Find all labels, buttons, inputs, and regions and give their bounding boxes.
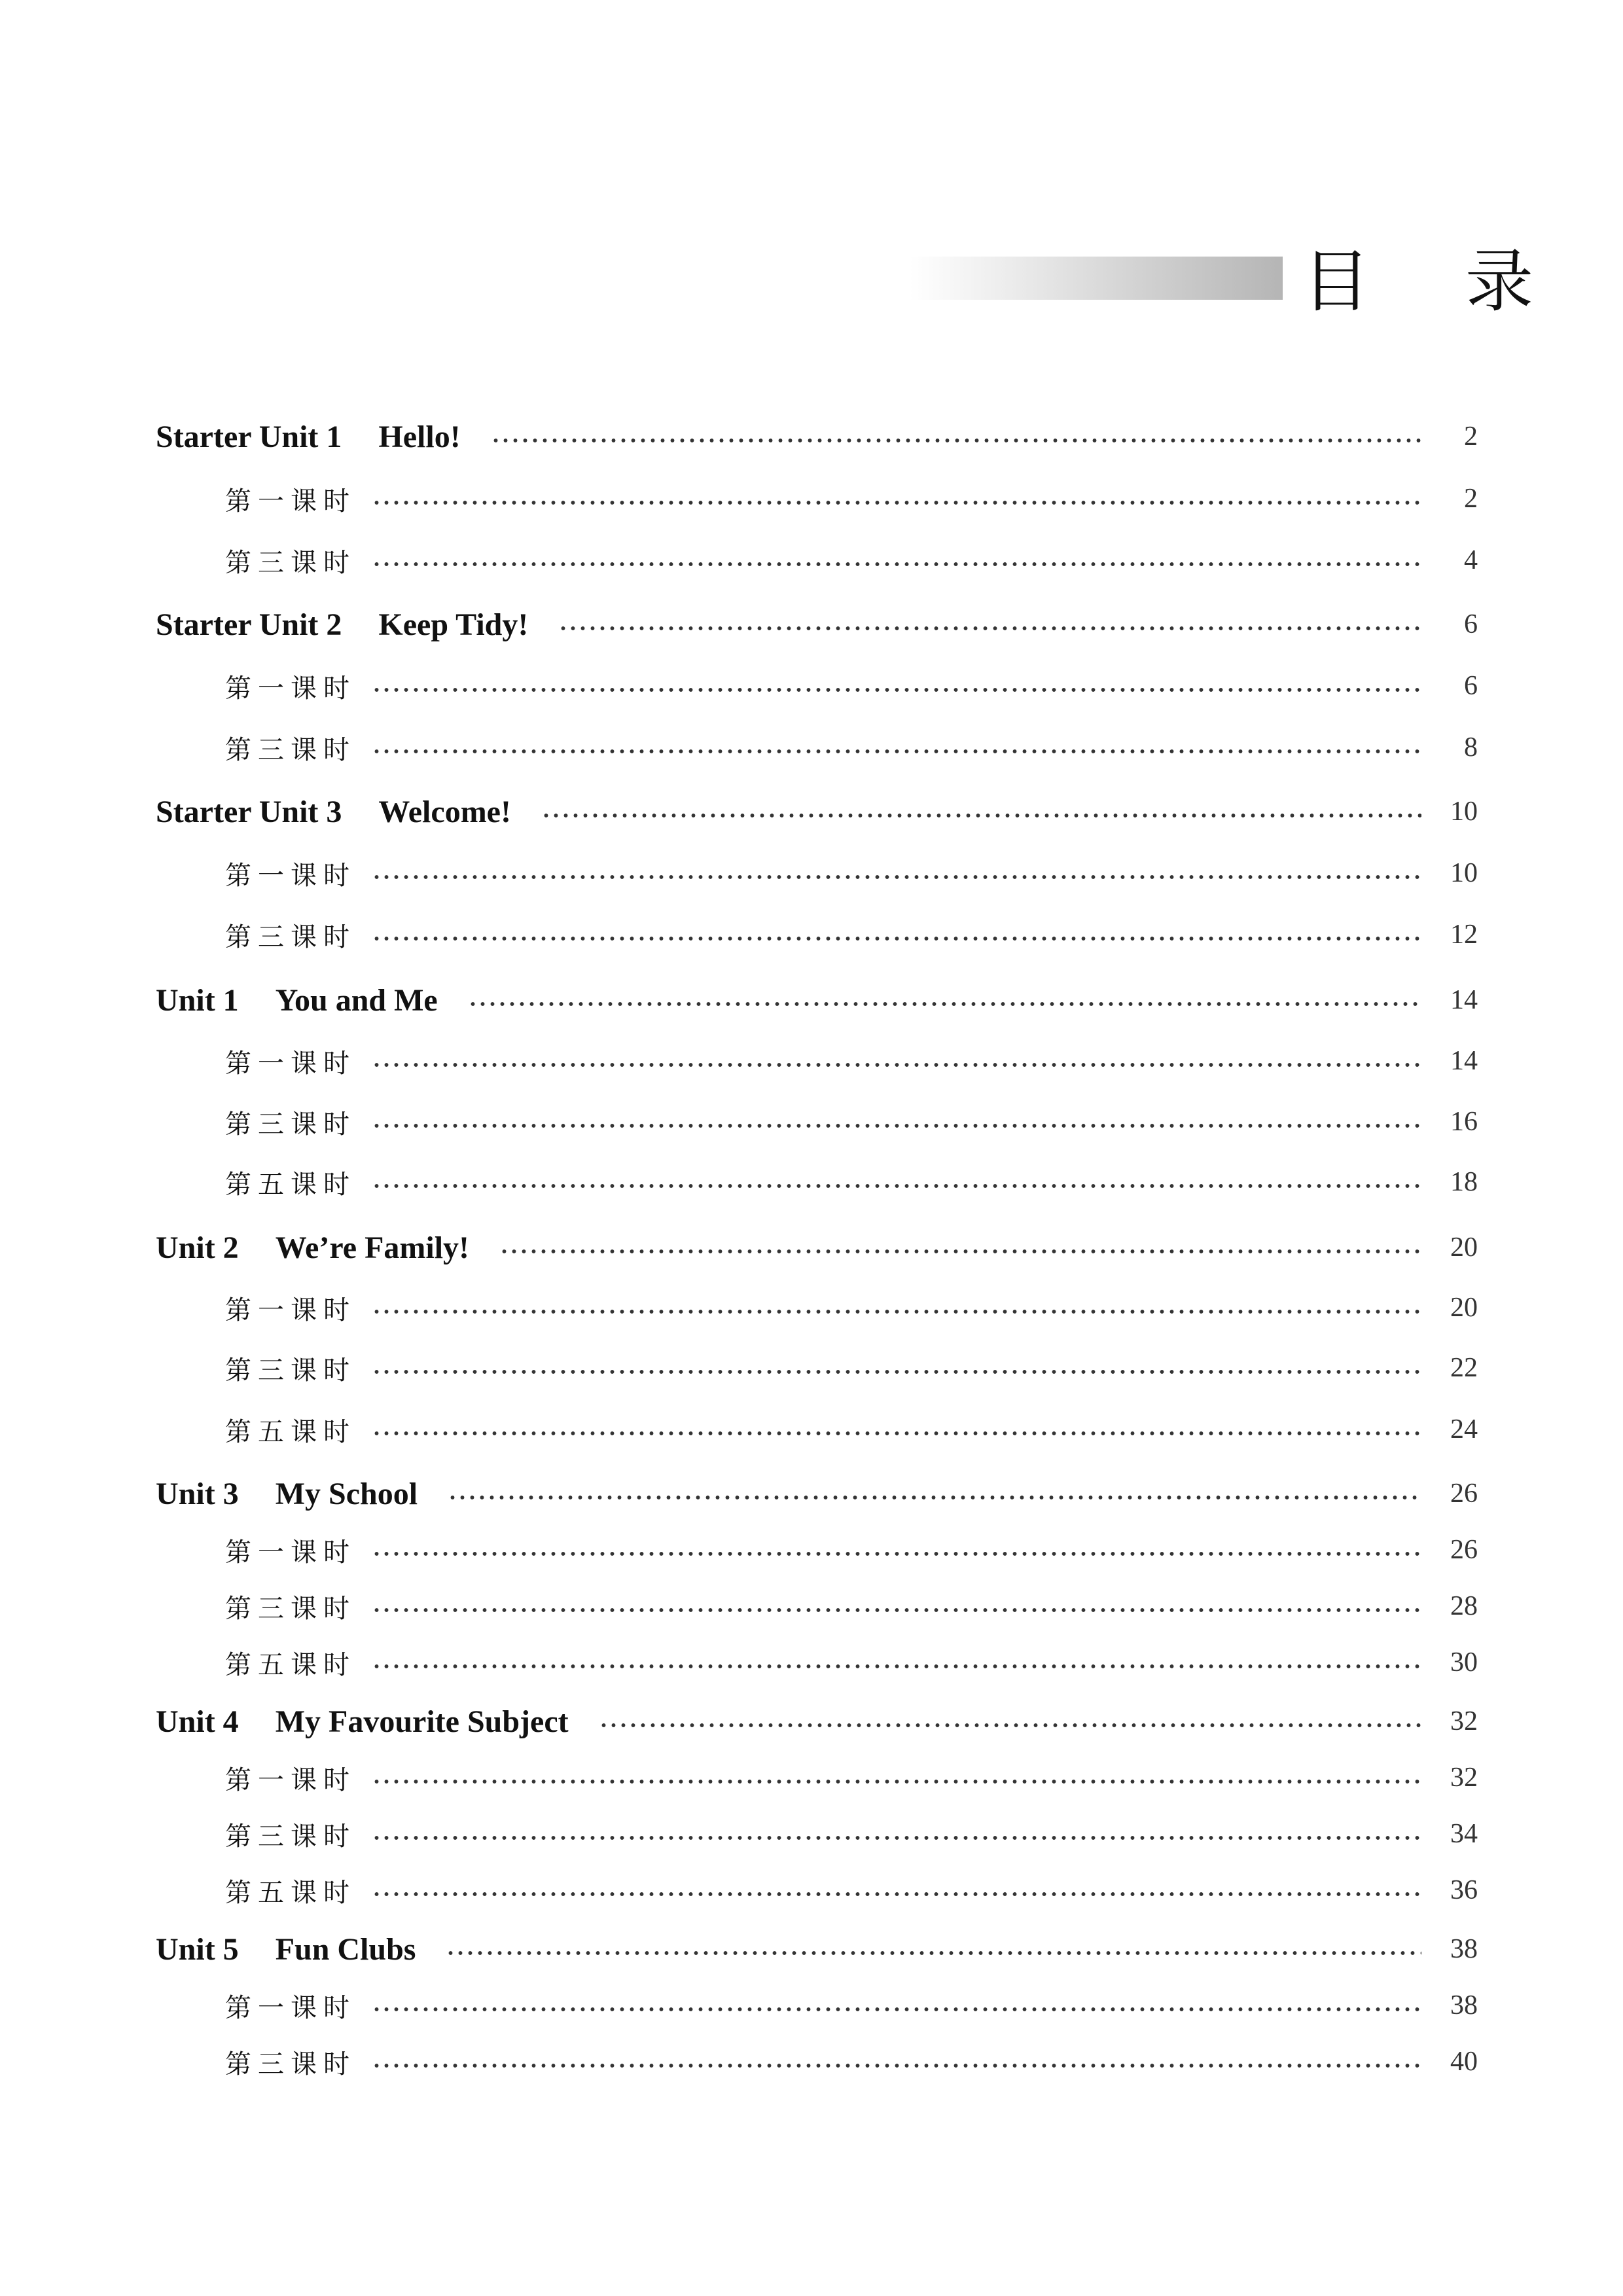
dot-leader	[372, 1308, 1421, 1315]
page-number: 20	[1450, 1293, 1478, 1323]
dot-leader	[372, 874, 1421, 880]
dot-leader	[599, 1722, 1421, 1729]
toc-lesson-row	[225, 1101, 1478, 1143]
dot-leader	[372, 1369, 1421, 1375]
page-number: 6	[1464, 609, 1478, 639]
lesson-title: 第一课时	[225, 486, 356, 516]
page-number: 14	[1450, 985, 1478, 1015]
unit-title	[156, 607, 558, 643]
page-number: 26	[1450, 1535, 1478, 1565]
dot-leader	[372, 748, 1421, 755]
toc-unit-row	[156, 416, 1478, 457]
unit-number: Starter Unit 1	[156, 419, 342, 454]
lesson-title: 第五课时	[225, 1877, 356, 1908]
page-number: 4	[1464, 545, 1478, 575]
unit-name: My School	[275, 1476, 418, 1511]
toc-unit-row	[156, 603, 1478, 645]
page-number: 32	[1450, 1706, 1478, 1736]
lesson-title: 第三课时	[225, 922, 356, 952]
lesson-title: 第三课时	[225, 2049, 356, 2079]
dot-leader	[372, 499, 1421, 506]
dot-leader	[558, 625, 1421, 632]
unit-title	[156, 1476, 448, 1512]
toc-unit-row	[156, 1928, 1478, 1970]
page-number: 12	[1450, 920, 1478, 950]
page-number: 36	[1450, 1875, 1478, 1905]
dot-leader	[499, 1248, 1421, 1255]
toc-lesson-row	[225, 1869, 1478, 1911]
unit-name: Fun Clubs	[275, 1931, 416, 1967]
page-number: 14	[1450, 1046, 1478, 1076]
lesson-title: 第五课时	[225, 1169, 356, 1200]
page-number: 38	[1450, 1934, 1478, 1964]
page-number: 22	[1450, 1353, 1478, 1383]
dot-leader	[491, 437, 1421, 444]
lesson-title: 第一课时	[225, 1537, 356, 1568]
unit-number: Unit 3	[156, 1476, 239, 1511]
lesson-title: 第五课时	[225, 1649, 356, 1680]
dot-leader	[372, 561, 1421, 567]
unit-title	[156, 1931, 446, 1967]
lesson-title: 第一课时	[225, 1992, 356, 2023]
toc-lesson-row	[225, 1813, 1478, 1855]
page-number: 8	[1464, 732, 1478, 762]
toc-lesson-row	[225, 2041, 1478, 2083]
lesson-title: 第三课时	[225, 1821, 356, 1852]
unit-number: Starter Unit 2	[156, 607, 342, 642]
dot-leader	[372, 1663, 1421, 1670]
unit-name: Hello!	[378, 419, 461, 454]
page-number: 32	[1450, 1763, 1478, 1793]
dot-leader	[541, 812, 1421, 819]
dot-leader	[372, 1062, 1421, 1068]
unit-name: We’re Family!	[275, 1230, 470, 1265]
page-number: 10	[1450, 797, 1478, 827]
unit-name: Keep Tidy!	[378, 607, 529, 642]
unit-title	[156, 794, 541, 830]
toc-lesson-row	[225, 1585, 1478, 1627]
unit-number: Unit 1	[156, 982, 239, 1018]
toc-lesson-row	[225, 1040, 1478, 1082]
page-number: 16	[1450, 1107, 1478, 1137]
lesson-title: 第一课时	[225, 1765, 356, 1795]
page-number: 30	[1450, 1647, 1478, 1677]
page-number: 28	[1450, 1591, 1478, 1621]
unit-title	[156, 419, 491, 455]
toc-unit-row	[156, 1700, 1478, 1742]
dot-leader	[372, 687, 1421, 693]
dot-leader	[372, 2062, 1421, 2069]
dot-leader	[372, 1183, 1421, 1189]
toc-lesson-row	[225, 1408, 1478, 1450]
lesson-title: 第一课时	[225, 673, 356, 704]
toc-lesson-row	[225, 1984, 1478, 2026]
toc-lesson-row	[225, 1161, 1478, 1203]
lesson-title: 第三课时	[225, 1109, 356, 1139]
lesson-title: 第三课时	[225, 734, 356, 765]
toc-lesson-row	[225, 478, 1478, 520]
toc-unit-row	[156, 791, 1478, 833]
unit-number: Unit 2	[156, 1230, 239, 1265]
lesson-title: 第三课时	[225, 547, 356, 578]
page-number: 40	[1450, 2047, 1478, 2077]
page-number: 10	[1450, 858, 1478, 888]
lesson-title: 第一课时	[225, 860, 356, 891]
unit-name: Welcome!	[378, 794, 511, 829]
dot-leader	[372, 1835, 1421, 1841]
toc-unit-row	[156, 979, 1478, 1021]
page-number: 20	[1450, 1232, 1478, 1263]
lesson-title: 第一课时	[225, 1295, 356, 1325]
lesson-title: 第三课时	[225, 1355, 356, 1386]
page-number: 2	[1464, 484, 1478, 514]
unit-number: Starter Unit 3	[156, 794, 342, 829]
lesson-title: 第一课时	[225, 1048, 356, 1079]
toc-lesson-row	[225, 914, 1478, 956]
dot-leader	[468, 1001, 1421, 1007]
toc-lesson-row	[225, 1347, 1478, 1389]
unit-number: Unit 5	[156, 1931, 239, 1967]
toc-lesson-row	[225, 726, 1478, 768]
dot-leader	[372, 1430, 1421, 1437]
toc-lesson-row	[225, 852, 1478, 894]
page-number: 2	[1464, 422, 1478, 452]
page-number: 38	[1450, 1990, 1478, 2020]
page-number: 6	[1464, 671, 1478, 701]
page-number: 34	[1450, 1819, 1478, 1849]
dot-leader	[446, 1950, 1421, 1956]
dot-leader	[372, 2006, 1421, 2013]
toc-lesson-row	[225, 1529, 1478, 1571]
dot-leader	[372, 1891, 1421, 1897]
unit-title	[156, 982, 468, 1018]
unit-name: You and Me	[275, 982, 438, 1018]
toc-unit-row	[156, 1473, 1478, 1515]
toc-lesson-row	[225, 1287, 1478, 1329]
dot-leader	[372, 1607, 1421, 1613]
page-title: 目 录	[1302, 242, 1571, 321]
dot-leader	[372, 1122, 1421, 1129]
dot-leader	[448, 1494, 1421, 1501]
toc-lesson-row	[225, 1641, 1478, 1683]
dot-leader	[372, 1778, 1421, 1785]
toc-lesson-row	[225, 665, 1478, 707]
dot-leader	[372, 935, 1421, 942]
page-number: 26	[1450, 1479, 1478, 1509]
page-number: 24	[1450, 1414, 1478, 1444]
toc-lesson-row	[225, 539, 1478, 581]
page-number: 18	[1450, 1167, 1478, 1197]
unit-name: My Favourite Subject	[275, 1704, 569, 1739]
unit-title	[156, 1704, 599, 1740]
toc-lesson-row	[225, 1757, 1478, 1799]
title-decoration-bar	[910, 257, 1283, 300]
lesson-title: 第五课时	[225, 1416, 356, 1447]
unit-number: Unit 4	[156, 1704, 239, 1739]
unit-title	[156, 1230, 499, 1266]
toc-unit-row	[156, 1227, 1478, 1268]
dot-leader	[372, 1551, 1421, 1557]
lesson-title: 第三课时	[225, 1593, 356, 1624]
